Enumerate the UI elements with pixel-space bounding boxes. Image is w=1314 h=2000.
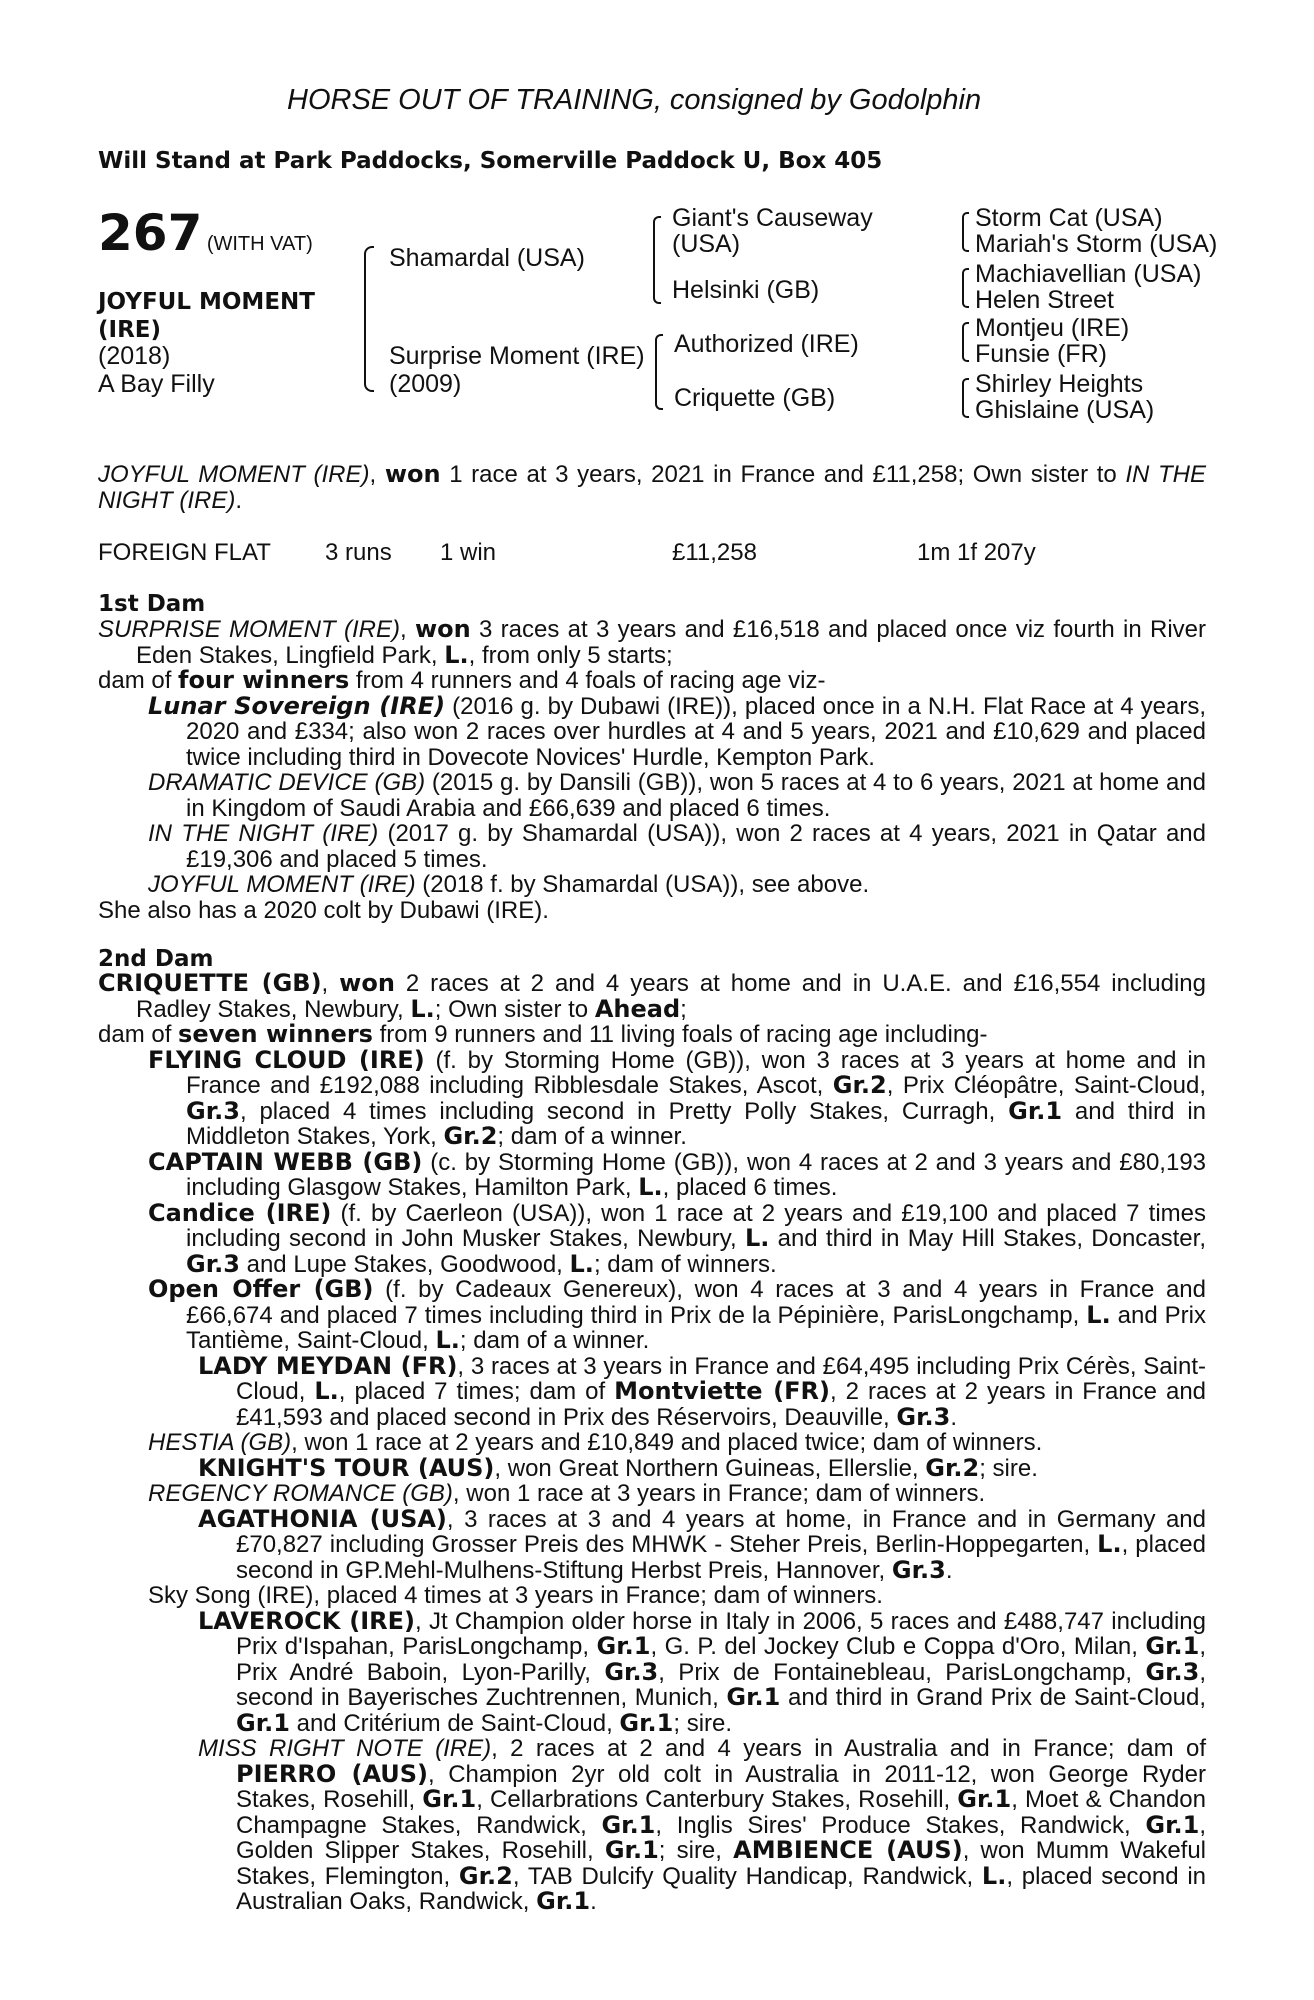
summary-sister: IN THE NIGHT (IRE) xyxy=(98,461,1206,514)
produce-text: and Prix Tantième, Saint-Cloud, xyxy=(186,1301,1206,1354)
produce-text: , Golden Slipper Stakes, Rosehill, xyxy=(236,1811,1206,1864)
first-dam-won: won xyxy=(414,615,471,643)
grade: Gr.2 xyxy=(458,1861,513,1890)
pedigree-brace-g1 xyxy=(962,212,969,252)
first-dam-title: 1st Dam xyxy=(98,591,206,617)
first-dam-listed: L. xyxy=(444,640,469,669)
produce-text: (c. by Storming Home (GB)), won 4 races at 2 and 3 years and £80,193 including Glasgow Stakes, Hamilton Park, xyxy=(186,1148,1207,1201)
sire: Shamardal (USA) xyxy=(389,244,585,272)
pedigree-brace-main xyxy=(364,246,374,392)
gsire-1: Storm Cat (USA) xyxy=(975,204,1163,232)
first-dam-text-2: , from only 5 starts; xyxy=(468,641,673,669)
first-dam-damof: dam of xyxy=(98,667,179,694)
produce-text: and third in Middleton Stakes, York, xyxy=(186,1097,1206,1150)
first-dam-record: SURPRISE MOMENT (IRE), won 3 races at 3 years and £16,518 and placed once viz fourth in River Eden Stakes, Lingfield Park, L., from only 5 starts; xyxy=(98,615,1206,669)
second-dam-text-2: ; Own sister to xyxy=(434,995,595,1023)
produce-text: . xyxy=(950,1403,957,1431)
first-dam-block xyxy=(98,617,1206,923)
pedigree-brace-g2 xyxy=(962,268,969,308)
lot-number: 267 xyxy=(98,204,203,262)
grade: L. xyxy=(638,1173,663,1201)
record-runs: 3 runs xyxy=(325,539,392,566)
produce-name: IN THE NIGHT (IRE) xyxy=(148,820,379,847)
grade: Gr.1 xyxy=(422,1785,477,1813)
grade: Gr.3 xyxy=(186,1249,240,1278)
second-dam-listed: L. xyxy=(410,994,435,1023)
record-distance: 1m 1f 207y xyxy=(917,539,1036,566)
grade: L. xyxy=(569,1249,594,1278)
second-dam-record: CRIQUETTE (GB), won 2 races at 2 and 4 years at home and in U.A.E. and £16,554 including Radley Stakes, Newbury, L.; Own sister to Ahead; xyxy=(98,969,1207,1023)
grade: Gr.2 xyxy=(443,1122,498,1150)
produce-text: , placed second in Australian Oaks, Randwick, xyxy=(236,1862,1207,1915)
produce-open-offer xyxy=(98,1277,1206,1354)
produce-name: FLYING CLOUD (IRE) xyxy=(148,1045,425,1074)
grade: Gr.1 xyxy=(601,1810,656,1839)
summary-text: 1 race at 3 years, 2021 in France and £11,258; Own sister to xyxy=(440,461,1126,488)
grade: Gr.2 xyxy=(832,1071,887,1099)
produce-text: , won 1 race at 3 years in France; dam of winners. xyxy=(452,1480,986,1507)
produce-text: , placed 7 times; dam of xyxy=(338,1378,615,1405)
sire-sire-country: (USA) xyxy=(672,230,741,258)
produce-name: KNIGHT'S TOUR (AUS) xyxy=(198,1453,495,1482)
dam-dam: Criquette (GB) xyxy=(674,384,836,412)
produce-regency-romance xyxy=(98,1481,1206,1507)
pedigree-brace-dam xyxy=(655,334,663,410)
produce-text: , Jt Champion older horse in Italy in 2006, 5 races and £488,747 including Prix d'Ispahan, ParisLongchamp, xyxy=(236,1607,1206,1660)
grade: Gr.3 xyxy=(186,1096,240,1125)
produce-sky-song: Sky Song (IRE), placed 4 times at 3 years in France; dam of winners. xyxy=(148,1582,883,1609)
grade: Gr.3 xyxy=(891,1555,946,1584)
produce-text: and third in May Hill Stakes, Doncaster, xyxy=(769,1225,1206,1252)
record-money: £11,258 xyxy=(672,539,757,566)
grade: Gr.1 xyxy=(1145,1810,1200,1839)
second-dam-damof: dam of xyxy=(98,1021,179,1048)
produce-text: and Critérium de Saint-Cloud, xyxy=(289,1709,620,1737)
second-dam-winners: seven winners xyxy=(178,1020,373,1048)
produce-text: (2017 g. by Shamardal (USA)), won 2 races at 4 years, 2021 in Qatar and £19,306 and placed 5 times. xyxy=(186,820,1206,873)
produce-text: , Cellarbrations Canterbury Stakes, Rosehill, xyxy=(476,1786,958,1813)
produce-text: , 3 races at 3 years in France and £64,495 including Prix Cérès, Saint-Cloud, xyxy=(236,1352,1206,1405)
first-dam-name: SURPRISE MOMENT (IRE) xyxy=(98,616,400,643)
produce-captain-webb xyxy=(98,1147,1207,1201)
grade: L. xyxy=(1097,1530,1122,1558)
gdam-3: Funsie (FR) xyxy=(975,340,1107,368)
produce-text: ; sire, xyxy=(658,1837,734,1864)
produce-name: LADY MEYDAN (FR) xyxy=(198,1351,458,1380)
produce-name: LAVEROCK (IRE) xyxy=(198,1606,415,1635)
produce-text: (2018 f. by Shamardal (USA)), see above. xyxy=(415,871,870,898)
produce-text: , second in Bayerisches Zuchtrennen, Munich, xyxy=(236,1658,1206,1711)
produce-text: (2015 g. by Dansili (GB)), won 5 races at 4 to 6 years, 2021 at home and in Kingdom of Saudi Arabia and £66,639 and placed 6 times. xyxy=(186,769,1207,822)
first-dam-produce-summary xyxy=(98,668,1206,694)
second-dam-sister: Ahead xyxy=(594,994,681,1023)
grade: Gr.1 xyxy=(726,1683,781,1711)
produce-laverock xyxy=(98,1606,1206,1737)
produce-text: , placed 6 times. xyxy=(662,1174,838,1201)
dam: Surprise Moment (IRE) xyxy=(389,342,645,370)
second-dam-text: 2 races at 2 and 4 years at home and in U.A.E. and £16,554 including Radley Stakes, Newbury, xyxy=(136,970,1207,1023)
first-dam-text-3: from 4 runners and 4 foals of racing age viz- xyxy=(349,667,826,694)
record-label: FOREIGN FLAT xyxy=(98,539,271,566)
pedigree-brace-g4 xyxy=(962,378,969,418)
grade: L. xyxy=(435,1326,460,1354)
produce-text: and Lupe Stakes, Goodwood, xyxy=(239,1250,570,1278)
stand-location: Will Stand at Park Paddocks, Somerville Paddock U, Box 405 xyxy=(98,148,883,174)
grade: L. xyxy=(314,1377,339,1405)
produce-text: , Prix de Fontainebleau, ParisLongchamp, xyxy=(658,1658,1146,1686)
horse-description: A Bay Filly xyxy=(98,370,215,398)
produce-text: ; dam of a winner. xyxy=(459,1327,650,1354)
produce-text: and third in Grand Prix de Saint-Cloud, xyxy=(780,1684,1206,1711)
produce-name: JOYFUL MOMENT (IRE) xyxy=(148,871,416,898)
produce-text: , Inglis Sires' Produce Stakes, Randwick, xyxy=(655,1811,1146,1839)
produce-text: , won Mumm Wakeful Stakes, Flemington, xyxy=(236,1837,1207,1890)
pedigree-brace-g3 xyxy=(962,322,969,362)
produce-text: . xyxy=(590,1888,597,1915)
second-dam-won: won xyxy=(339,969,395,997)
produce-text: , Prix André Baboin, Lyon-Parilly, xyxy=(236,1633,1206,1686)
page-heading: HORSE OUT OF TRAINING, consigned by Godolphin xyxy=(287,84,982,116)
grade: Gr.2 xyxy=(925,1453,980,1482)
produce-dramatic-device xyxy=(98,770,1206,821)
grade: Gr.1 xyxy=(1008,1096,1063,1125)
produce-lunar-sovereign xyxy=(98,691,1206,771)
grade: Gr.3 xyxy=(604,1657,659,1686)
produce-hestia xyxy=(98,1430,1206,1456)
grade: Gr.3 xyxy=(896,1402,951,1431)
produce-text: ; sire. xyxy=(979,1454,1038,1482)
second-dam-produce-summary xyxy=(98,1022,1206,1048)
second-dam-title: 2nd Dam xyxy=(98,946,214,972)
gsire-3: Montjeu (IRE) xyxy=(975,314,1130,342)
first-dam-also: She also has a 2020 colt by Dubawi (IRE). xyxy=(98,896,549,924)
produce-joyful-moment xyxy=(98,872,1206,898)
produce-text: , placed second in GP.Mehl-Mulhens-Stiftung Herbst Preis, Hannover, xyxy=(236,1531,1206,1584)
produce-text: , Champion 2yr old colt in Australia in 2011-12, won George Ryder Stakes, Rosehill, xyxy=(236,1760,1206,1813)
second-dam-name: CRIQUETTE (GB) xyxy=(98,969,322,997)
produce-name: REGENCY ROMANCE (GB) xyxy=(148,1480,453,1507)
summary-paragraph: JOYFUL MOMENT (IRE), won 1 race at 3 years, 2021 in France and £11,258; Own sister to IN THE NIGHT (IRE). xyxy=(98,460,1206,514)
record-wins: 1 win xyxy=(440,539,497,566)
produce-lady-meydan xyxy=(98,1351,1207,1431)
dam-sire: Authorized (IRE) xyxy=(674,330,859,358)
produce-in-the-night xyxy=(98,821,1206,872)
produce-text: ; dam of a winner. xyxy=(497,1123,687,1150)
produce-text: (f. by Cadeaux Genereux), won 4 races at 3 and 4 years in France and £66,674 and placed 7 times including third in Prix de la Pépinière, ParisLongchamp, xyxy=(186,1276,1206,1329)
grade: Gr.1 xyxy=(619,1708,674,1737)
produce-name: Lunar Sovereign (IRE) xyxy=(148,691,446,720)
produce-miss-right-note xyxy=(98,1736,1206,1915)
summary-end: . xyxy=(235,486,242,514)
grade: Gr.1 xyxy=(236,1708,290,1737)
produce-name: DRAMATIC DEVICE (GB) xyxy=(148,769,426,796)
produce-agathonia xyxy=(98,1504,1207,1584)
horse-name xyxy=(98,288,315,344)
produce-name: Montviette (FR) xyxy=(614,1377,830,1405)
produce-text: (f. by Storming Home (GB)), won 3 races at 3 years at home and in France and £192,088 including Ribblesdale Stakes, Ascot, xyxy=(186,1046,1207,1099)
gsire-2: Machiavellian (USA) xyxy=(975,260,1202,288)
produce-name: AMBIENCE (AUS) xyxy=(733,1836,963,1864)
summary-won: won xyxy=(384,460,441,488)
gdam-2: Helen Street xyxy=(975,286,1114,314)
sire-sire: Giant's Causeway xyxy=(672,204,873,232)
produce-text: , won 1 race at 2 years and £10,849 and placed twice; dam of winners. xyxy=(291,1429,1043,1456)
first-dam-text: 3 races at 3 years and £16,518 and placed once viz fourth in River Eden Stakes, Lingfield Park, xyxy=(136,616,1206,669)
grade: L. xyxy=(1086,1300,1111,1329)
produce-text: (2016 g. by Dubawi (IRE)), placed once in a N.H. Flat Race at 4 years, 2020 and £334; also won 2 races over hurdles at 4 and 5 years, 2021 and £10,629 and placed twice including third in Dovecote Novices' Hurdle, Kempton Park. xyxy=(186,692,1206,771)
produce-name: MISS RIGHT NOTE (IRE) xyxy=(198,1735,492,1762)
grade: Gr.1 xyxy=(604,1836,659,1864)
second-dam-text-4: from 9 runners and 11 living foals of racing age including- xyxy=(372,1021,988,1048)
produce-text: , won Great Northern Guineas, Ellerslie, xyxy=(494,1454,926,1482)
grade: L. xyxy=(744,1224,770,1252)
produce-name: HESTIA (GB) xyxy=(148,1429,292,1456)
vat-label: (WITH VAT) xyxy=(206,233,313,255)
produce-name: AGATHONIA (USA) xyxy=(198,1504,447,1533)
lot-number-block xyxy=(98,204,313,262)
produce-name: PIERRO (AUS) xyxy=(236,1759,429,1788)
produce-knights-tour xyxy=(98,1453,1206,1482)
produce-text: , 2 races at 2 years in France and £41,593 and placed second in Prix des Réservoirs, Deauville, xyxy=(236,1378,1207,1431)
summary-horse-name: JOYFUL MOMENT (IRE) xyxy=(98,461,370,488)
grade: Gr.1 xyxy=(536,1887,591,1915)
produce-text: , G. P. del Jockey Club e Coppa d'Oro, Milan, xyxy=(650,1633,1146,1660)
produce-text: , 2 races at 2 and 4 years in Australia and in France; dam of xyxy=(491,1735,1207,1762)
horse-name-line1: JOYFUL MOMENT xyxy=(98,289,315,315)
grade: L. xyxy=(981,1861,1007,1890)
produce-text: , placed 4 times including second in Pretty Polly Stakes, Curragh, xyxy=(239,1097,1009,1125)
produce-text: , 3 races at 3 and 4 years at home, in France and in Germany and £70,827 including Grosser Preis des MHWK - Steher Preis, Berlin-Hoppegarten, xyxy=(236,1505,1207,1558)
gdam-4: Ghislaine (USA) xyxy=(975,396,1155,424)
first-dam-winners: four winners xyxy=(178,666,350,694)
produce-text: . xyxy=(945,1556,953,1584)
produce-name: Candice (IRE) xyxy=(148,1198,332,1227)
produce-candice xyxy=(98,1198,1206,1278)
produce-name: CAPTAIN WEBB (GB) xyxy=(148,1147,423,1176)
produce-text: ; dam of winners. xyxy=(593,1250,777,1278)
gdam-1: Mariah's Storm (USA) xyxy=(975,230,1218,258)
produce-text: ; sire. xyxy=(673,1709,733,1737)
grade: Gr.1 xyxy=(596,1632,651,1660)
produce-name: Open Offer (GB) xyxy=(148,1275,374,1303)
produce-text: , Prix Cléopâtre, Saint-Cloud, xyxy=(886,1072,1206,1099)
grade: Gr.1 xyxy=(1145,1632,1200,1660)
gsire-4: Shirley Heights xyxy=(975,370,1144,398)
pedigree-brace-sire xyxy=(653,216,661,304)
foaling-year: (2018) xyxy=(98,342,171,370)
grade: Gr.3 xyxy=(1145,1657,1200,1686)
produce-text: , Moet & Chandon Champagne Stakes, Randwick, xyxy=(236,1786,1206,1839)
dam-year: (2009) xyxy=(389,370,462,398)
sire-dam: Helsinki (GB) xyxy=(672,276,820,304)
grade: Gr.1 xyxy=(957,1785,1012,1813)
produce-flying-cloud xyxy=(98,1045,1207,1150)
second-dam-block xyxy=(98,971,1206,1915)
produce-text: (f. by Caerleon (USA)), won 1 race at 2 years and £19,100 and placed 7 times including second in John Musker Stakes, Newbury, xyxy=(186,1199,1206,1252)
produce-text: , TAB Dulcify Quality Handicap, Randwick, xyxy=(512,1862,982,1890)
second-dam-text-3: ; xyxy=(680,995,687,1023)
horse-name-line2: (IRE) xyxy=(98,317,162,343)
